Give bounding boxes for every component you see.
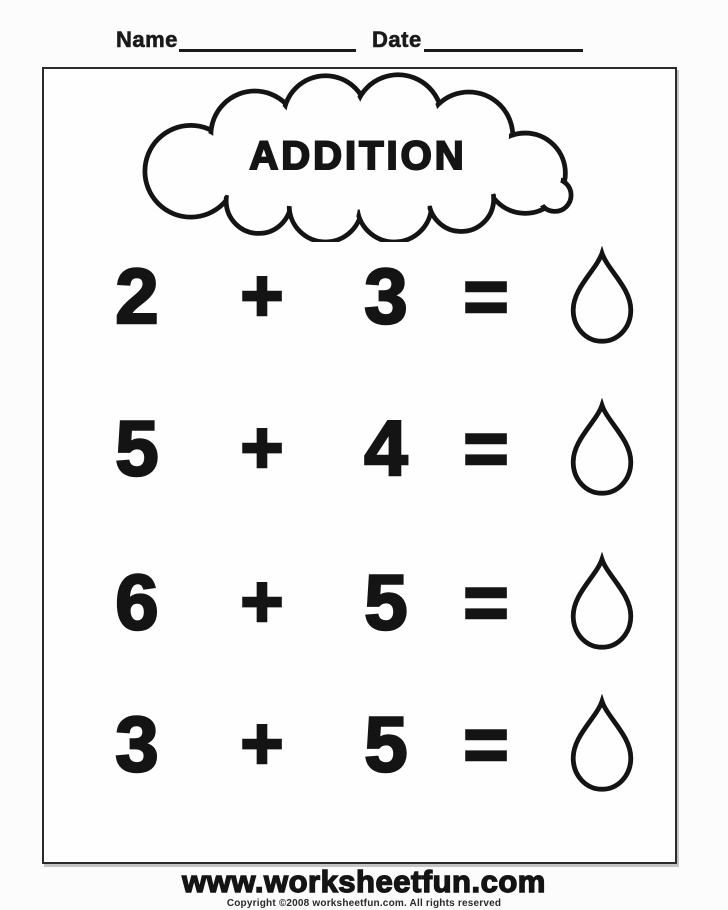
addend-a: 3 (115, 700, 159, 788)
addend-a: 6 (115, 558, 159, 646)
addend-b: 4 (364, 404, 408, 492)
addend-b: 5 (364, 558, 408, 646)
problem-row (42, 688, 676, 800)
equals-sign: = (463, 700, 509, 788)
footer-site-url: www.worksheetfun.com (182, 864, 546, 899)
equals-sign: = (463, 404, 509, 492)
footer-copyright: Copyright ©2008 worksheetfun.com. All rights reserved (226, 898, 502, 909)
plus-operator: + (240, 702, 284, 785)
raindrop-icon (562, 398, 642, 498)
raindrop-icon (562, 694, 642, 794)
plus-operator: + (240, 560, 284, 643)
addend-a: 2 (115, 252, 159, 340)
raindrop-icon (562, 552, 642, 652)
plus-operator: + (240, 406, 284, 489)
problem-row (42, 392, 676, 504)
addend-b: 3 (364, 252, 408, 340)
addend-b: 5 (364, 700, 408, 788)
equals-sign: = (463, 252, 509, 340)
raindrop-icon (562, 246, 642, 346)
worksheet-title: ADDITION (249, 134, 467, 178)
problem-row (42, 240, 676, 352)
plus-operator: + (240, 254, 284, 337)
addend-a: 5 (115, 404, 159, 492)
date-blank-line (424, 49, 583, 52)
problem-row (42, 546, 676, 658)
name-blank-line (179, 49, 356, 52)
date-label: Date (372, 27, 422, 52)
name-label: Name (116, 27, 178, 52)
equals-sign: = (463, 558, 509, 646)
